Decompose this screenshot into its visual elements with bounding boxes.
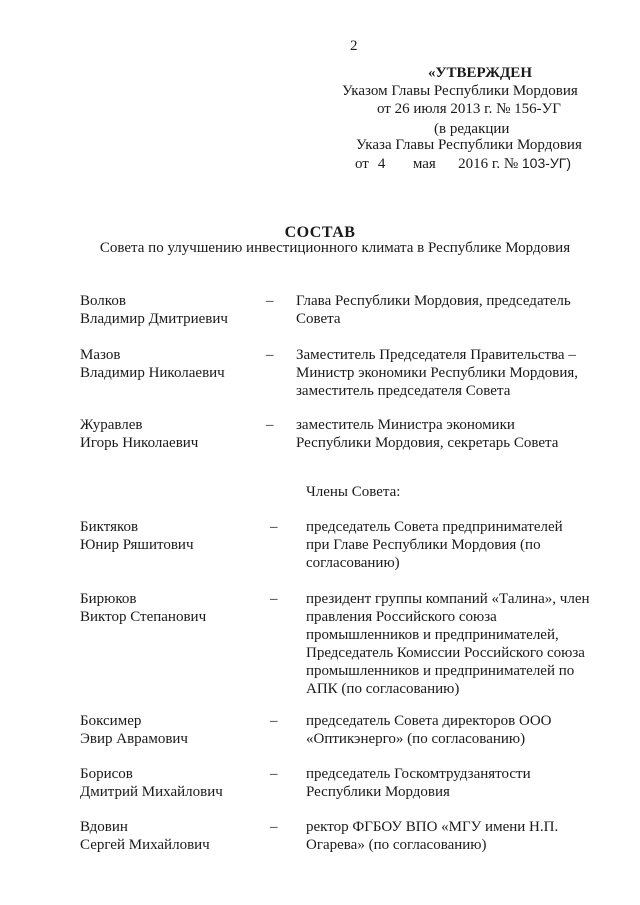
- role-line: президент группы компаний «Талина», член: [306, 591, 590, 607]
- separator-dash: –: [270, 766, 278, 782]
- separator-dash: –: [266, 293, 274, 309]
- role-line: промышленников и предпринимателей,: [306, 627, 559, 643]
- surname: Мазов: [80, 347, 121, 363]
- role-line: «Оптикэнерго» (по согласованию): [306, 731, 526, 747]
- role-line: Огарева» (по согласованию): [306, 837, 487, 853]
- page-number: 2: [350, 38, 358, 54]
- person-role: [296, 346, 602, 400]
- revision-number: 103-УГ): [521, 155, 572, 171]
- surname: Журавлев: [80, 417, 143, 433]
- separator-dash: –: [270, 819, 278, 835]
- document-subtitle: Совета по улучшению инвестиционного климата в Республике Мордовия: [99, 240, 571, 256]
- given-names: Виктор Степанович: [80, 609, 207, 625]
- role-line: председатель Госкомтрудзанятости: [306, 766, 531, 782]
- given-names: Дмитрий Михайлович: [80, 784, 223, 800]
- person-name: [80, 712, 260, 748]
- role-line: Заместитель Председателя Правительства –: [296, 347, 576, 363]
- person-role: [306, 518, 596, 572]
- surname: Биктяков: [80, 519, 139, 535]
- role-line: при Главе Республики Мордовия (по: [306, 537, 541, 553]
- approval-decree: Указом Главы Республики Мордовия: [342, 83, 578, 99]
- separator-dash: –: [270, 591, 278, 607]
- role-line: Председатель Комиссии Российского союза: [306, 645, 585, 661]
- given-names: Владимир Дмитриевич: [80, 311, 228, 327]
- person-role: [296, 416, 586, 452]
- separator-dash: –: [270, 519, 278, 535]
- person-role: [296, 292, 586, 328]
- revision-year: 2016 г. №: [458, 156, 519, 172]
- role-line: заместитель председателя Совета: [296, 383, 511, 399]
- role-line: промышленников и предпринимателей по: [306, 663, 575, 679]
- role-line: заместитель Министра экономики: [296, 417, 515, 433]
- given-names: Эвир Аврамович: [80, 731, 188, 747]
- role-line: Совета: [296, 311, 341, 327]
- given-names: Сергей Михайлович: [80, 837, 210, 853]
- separator-dash: –: [270, 713, 278, 729]
- approval-revision-note: (в редакции: [434, 121, 510, 137]
- person-name: [80, 590, 260, 626]
- role-line: Министр экономики Республики Мордовия,: [296, 365, 579, 381]
- role-line: АПК (по согласованию): [306, 681, 460, 697]
- person-name: [80, 818, 260, 854]
- role-line: Республики Мордовия: [306, 784, 450, 800]
- role-line: председатель Совета предпринимателей: [306, 519, 563, 535]
- role-line: Глава Республики Мордовия, председатель: [296, 293, 571, 309]
- approval-revision-date: [355, 154, 571, 173]
- given-names: Владимир Николаевич: [80, 365, 225, 381]
- person-name: [80, 346, 260, 382]
- person-name: [80, 765, 260, 801]
- members-heading: Члены Совета:: [306, 484, 401, 500]
- given-names: Юнир Ряшитович: [80, 537, 194, 553]
- approval-date: от 26 июля 2013 г. № 156-УГ: [377, 101, 561, 117]
- surname: Боксимер: [80, 713, 142, 729]
- revision-prefix: от: [355, 156, 369, 172]
- role-line: Республики Мордовия, секретарь Совета: [296, 435, 559, 451]
- given-names: Игорь Николаевич: [80, 435, 199, 451]
- document-title: СОСТАВ: [284, 224, 356, 241]
- surname: Бирюков: [80, 591, 137, 607]
- person-name: [80, 416, 260, 452]
- role-line: согласованию): [306, 555, 400, 571]
- approval-revision-decree: Указа Главы Республики Мордовия: [356, 137, 582, 153]
- person-role: [306, 590, 596, 698]
- person-role: [306, 818, 596, 854]
- surname: Вдовин: [80, 819, 128, 835]
- approval-heading: «УТВЕРЖДЕН: [428, 65, 532, 81]
- revision-day: 4: [377, 156, 386, 172]
- role-line: ректор ФГБОУ ВПО «МГУ имени Н.П.: [306, 819, 559, 835]
- person-name: [80, 292, 260, 328]
- surname: Борисов: [80, 766, 133, 782]
- separator-dash: –: [266, 417, 274, 433]
- person-role: [306, 712, 596, 748]
- surname: Волков: [80, 293, 126, 309]
- role-line: правления Российского союза: [306, 609, 497, 625]
- revision-month: мая: [412, 156, 436, 172]
- role-line: председатель Совета директоров ООО: [306, 713, 552, 729]
- separator-dash: –: [266, 347, 274, 363]
- person-name: [80, 518, 260, 554]
- person-role: [306, 765, 596, 801]
